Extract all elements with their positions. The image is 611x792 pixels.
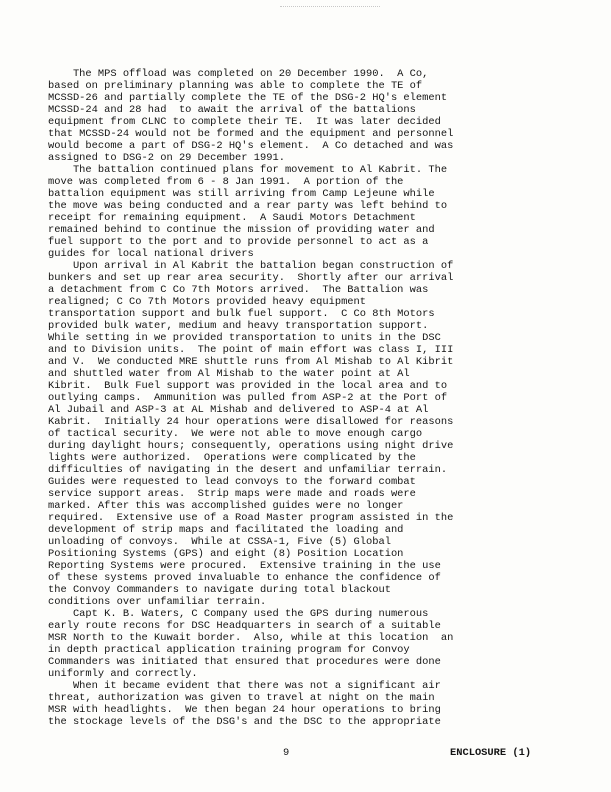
text-line: assigned to DSG-2 on 29 December 1991. xyxy=(48,152,285,164)
text-line: MCSSD-24 and 28 had to await the arrival of the battalions xyxy=(48,104,416,116)
text-line: move was completed from 6 - 8 Jan 1991. A portion of the xyxy=(48,176,404,188)
text-line: and to Division units. The point of main effort was class I, III xyxy=(48,344,454,356)
text-line: lights were authorized. Operations were complicated by the xyxy=(48,452,416,464)
text-line: MSR North to the Kuwait border. Also, while at this location an xyxy=(48,632,454,644)
text-line: receipt for remaining equipment. A Saudi Motors Detachment xyxy=(48,212,416,224)
text-line: early route recons for DSC Headquarters in search of a suitable xyxy=(48,620,441,632)
text-line: equipment from CLNC to complete their TE. It was later decided xyxy=(48,116,441,128)
text-line: the Convoy Commanders to navigate during total blackout xyxy=(48,584,391,596)
text-line: that MCSSD-24 would not be formed and the equipment and personnel xyxy=(48,128,454,140)
text-line: Kibrit. Bulk Fuel support was provided in the local area and to xyxy=(48,380,448,392)
text-line: provided bulk water, medium and heavy transportation support. xyxy=(48,320,429,332)
text-line: the move was being conducted and a rear party was left behind to xyxy=(48,200,448,212)
enclosure-label: ENCLOSURE (1) xyxy=(450,747,532,759)
text-line: of these systems proved invaluable to enhance the confidence of xyxy=(48,572,441,584)
text-line: uniformly and correctly. xyxy=(48,668,198,680)
text-line: While setting in we provided transportation to units in the DSC xyxy=(48,332,441,344)
text-line: and V. We conducted MRE shuttle runs from Al Mishab to Al Kibrit xyxy=(48,356,454,368)
page-number: 9 xyxy=(283,747,290,759)
text-line: When it became evident that there was not a significant air xyxy=(48,680,441,692)
text-line: difficulties of navigating in the desert and unfamiliar terrain. xyxy=(48,464,448,476)
text-line: Commanders was initiated that ensured that procedures were done xyxy=(48,656,441,668)
text-line: Upon arrival in Al Kabrit the battalion began construction of xyxy=(48,260,454,272)
text-line: of tactical security. We were not able to move enough cargo xyxy=(48,428,423,440)
text-line: based on preliminary planning was able to complete the TE of xyxy=(48,80,423,92)
text-line: during daylight hours; consequently, operations using night drive xyxy=(48,440,454,452)
text-line: required. Extensive use of a Road Master program assisted in the xyxy=(48,512,454,524)
text-line: MCSSD-26 and partially complete the TE of the DSG-2 HQ's element xyxy=(48,92,448,104)
text-line: service support areas. Strip maps were made and roads were xyxy=(48,488,416,500)
text-line: The battalion continued plans for movement to Al Kabrit. The xyxy=(48,164,448,176)
text-line: Positioning Systems (GPS) and eight (8) Position Location xyxy=(48,548,404,560)
text-line: battalion equipment was still arriving from Camp Lejeune while xyxy=(48,188,435,200)
text-line: The MPS offload was completed on 20 December 1990. A Co, xyxy=(48,68,429,80)
text-line: the stockage levels of the DSG's and the DSC to the appropriate xyxy=(48,716,441,728)
text-line: would become a part of DSG-2 HQ's element. A Co detached and was xyxy=(48,140,454,152)
scan-artifact xyxy=(280,6,380,8)
text-line: threat, authorization was given to travel at night on the main xyxy=(48,692,435,704)
text-line: Guides were requested to lead convoys to the forward combat xyxy=(48,476,416,488)
text-line: remained behind to continue the mission of providing water and xyxy=(48,224,435,236)
text-line: realigned; C Co 7th Motors provided heavy equipment xyxy=(48,296,367,308)
text-line: Capt K. B. Waters, C Company used the GPS during numerous xyxy=(48,608,429,620)
text-line: a detachment from C Co 7th Motors arrived. The Battalion was xyxy=(48,284,429,296)
text-line: Al Jubail and ASP-3 at AL Mishab and delivered to ASP-4 at Al xyxy=(48,404,429,416)
document-body xyxy=(48,68,588,728)
text-line: unloading of convoys. While at CSSA-1, Five (5) Global xyxy=(48,536,391,548)
text-line: Reporting Systems were procured. Extensive training in the use xyxy=(48,560,441,572)
text-line: Kabrit. Initially 24 hour operations were disallowed for reasons xyxy=(48,416,454,428)
text-line: development of strip maps and facilitated the loading and xyxy=(48,524,404,536)
text-line: transportation support and bulk fuel support. C Co 8th Motors xyxy=(48,308,435,320)
text-line: bunkers and set up rear area security. Shortly after our arrival xyxy=(48,272,454,284)
text-line: guides for local national drivers xyxy=(48,248,254,260)
text-line: conditions over unfamiliar terrain. xyxy=(48,596,267,608)
text-line: MSR with headlights. We then began 24 hour operations to bring xyxy=(48,704,441,716)
text-line: fuel support to the port and to provide personnel to act as a xyxy=(48,236,429,248)
text-line: outlying camps. Ammunition was pulled from ASP-2 at the Port of xyxy=(48,392,448,404)
text-line: in depth practical application training program for Convoy xyxy=(48,644,410,656)
text-line: marked. After this was accomplished guides were no longer xyxy=(48,500,404,512)
text-line: and shuttled water from Al Mishab to the water point at Al xyxy=(48,368,410,380)
